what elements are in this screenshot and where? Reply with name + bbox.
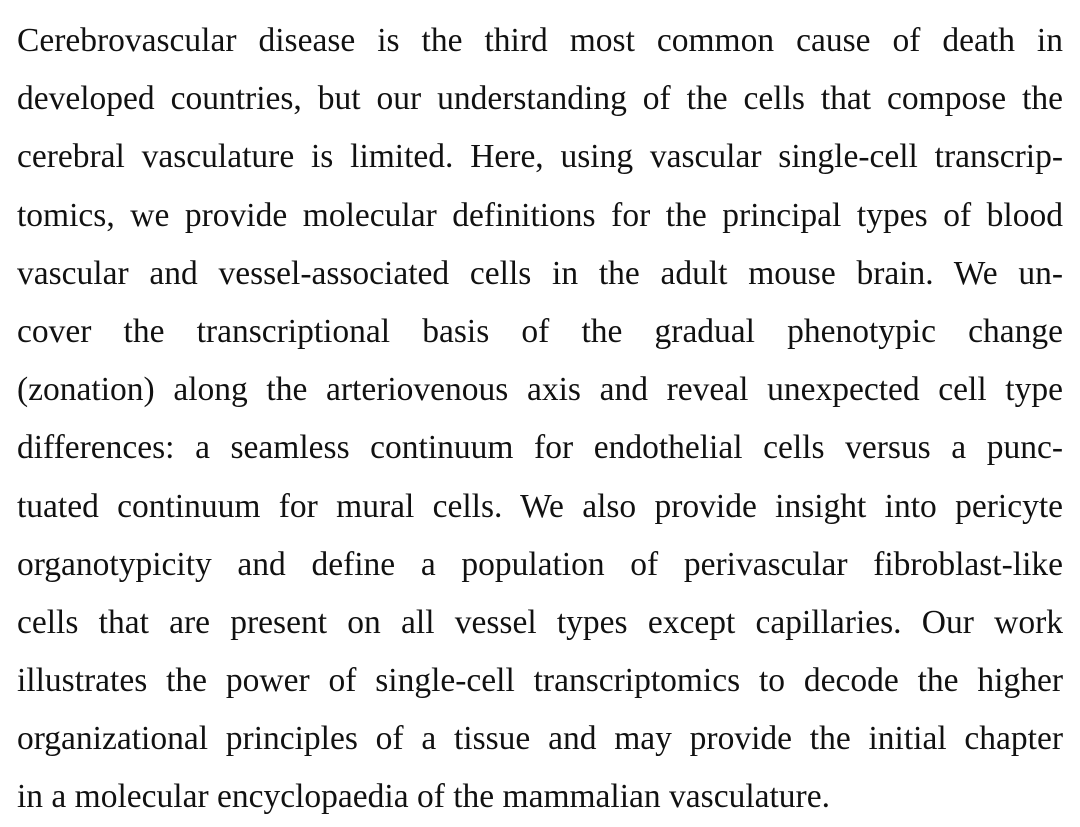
abstract-line: cells that are present on all vessel types except capillaries. Our work bbox=[17, 603, 1063, 641]
abstract-line: (zonation) along the arteriovenous axis and reveal unexpected cell type bbox=[17, 371, 1063, 409]
abstract-paragraph bbox=[17, 12, 1063, 827]
abstract-line: Cerebrovascular disease is the third most common cause of death in bbox=[17, 22, 1063, 59]
abstract-line: differences: a seamless continuum for endothelial cells versus a punc- bbox=[17, 429, 1063, 467]
abstract-line: organizational principles of a tissue and may provide the initial chapter bbox=[17, 720, 1063, 758]
abstract-line: vascular and vessel-associated cells in the adult mouse brain. We un- bbox=[17, 254, 1063, 292]
abstract-line: organotypicity and define a population of perivascular fibroblast-like bbox=[17, 545, 1063, 583]
abstract-line: tuated continuum for mural cells. We also provide insight into pericyte bbox=[17, 487, 1063, 525]
abstract-line: tomics, we provide molecular definitions for the principal types of blood bbox=[17, 196, 1063, 234]
abstract-line: illustrates the power of single-cell transcriptomics to decode the higher bbox=[17, 662, 1063, 700]
abstract-line: in a molecular encyclopaedia of the mammalian vasculature. bbox=[17, 778, 830, 816]
abstract-line: developed countries, but our understanding of the cells that compose the bbox=[17, 80, 1063, 118]
abstract-line: cover the transcriptional basis of the gradual phenotypic change bbox=[17, 312, 1063, 350]
abstract-line: cerebral vasculature is limited. Here, using vascular single-cell transcrip- bbox=[17, 138, 1063, 176]
